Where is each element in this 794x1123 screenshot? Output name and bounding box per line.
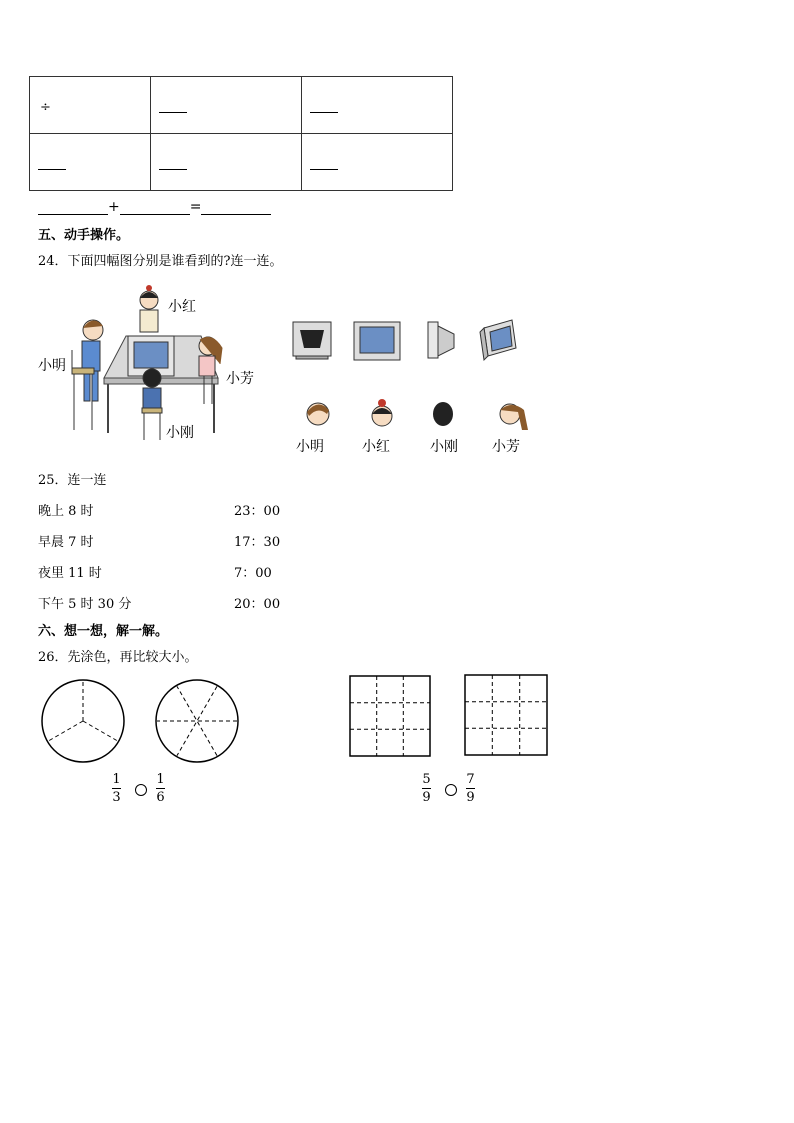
head-xiaoming[interactable] <box>307 403 329 425</box>
fraction-bar <box>466 788 475 789</box>
circle-sixths[interactable] <box>156 680 238 762</box>
clock-time[interactable]: 20：00 <box>234 597 281 612</box>
head-xiaogang[interactable] <box>433 402 453 426</box>
table-cell <box>151 77 302 134</box>
clock-time[interactable]: 23：00 <box>234 504 281 519</box>
denominator: 9 <box>422 790 431 805</box>
fraction <box>422 772 431 805</box>
equation-line <box>38 199 271 215</box>
numerator: 1 <box>112 772 121 787</box>
answer-blank[interactable] <box>310 112 338 113</box>
time-phrase[interactable]: 夜里 11 时 <box>38 566 102 581</box>
answer-blank[interactable] <box>159 112 187 113</box>
square-ninths[interactable] <box>465 675 547 755</box>
fraction-bar <box>156 788 165 789</box>
answer-blank[interactable] <box>38 169 66 170</box>
time-phrase[interactable]: 早晨 7 时 <box>38 535 94 550</box>
equation-blank[interactable] <box>201 200 271 215</box>
clock-time[interactable]: 17：30 <box>234 535 281 550</box>
section-title: 五、动手操作。 <box>38 228 130 243</box>
compare-circle[interactable] <box>135 784 147 796</box>
person-name: 小明 <box>296 439 324 455</box>
scene-label-right: 小芳 <box>226 371 254 387</box>
scene-label-bottom: 小刚 <box>166 425 194 441</box>
monitor-back-view[interactable] <box>293 322 331 359</box>
monitor-side-view[interactable] <box>428 322 454 358</box>
equation-blank[interactable] <box>120 200 190 215</box>
equals-sign: = <box>189 199 202 215</box>
person-name: 小红 <box>362 439 390 455</box>
scene-label-left: 小明 <box>38 358 66 374</box>
time-phrase[interactable]: 晚上 8 时 <box>38 504 94 519</box>
fraction-bar <box>112 788 121 789</box>
head-xiaohong[interactable] <box>372 399 392 426</box>
question-25: 25．连一连 <box>38 473 107 488</box>
division-sign: ÷ <box>40 99 51 115</box>
fraction <box>466 772 475 805</box>
answer-table <box>29 76 453 191</box>
numerator: 7 <box>466 772 475 787</box>
child-heads <box>300 396 540 432</box>
section-title: 六、想一想，解一解。 <box>38 624 169 639</box>
classroom-scene-illustration <box>36 278 266 448</box>
monitor-front-view[interactable] <box>354 322 400 360</box>
question-24: 24．下面四幅图分别是谁看到的?连一连。 <box>38 254 283 269</box>
fraction <box>156 772 165 805</box>
fraction-squares <box>348 673 552 759</box>
square-ninths[interactable] <box>350 676 430 756</box>
table-cell <box>30 134 151 191</box>
fraction-bar <box>422 788 431 789</box>
head-xiaofang[interactable] <box>500 404 528 430</box>
denominator: 9 <box>466 790 475 805</box>
table-cell <box>302 77 453 134</box>
answer-blank[interactable] <box>159 169 187 170</box>
monitor-angled-view[interactable] <box>480 320 516 360</box>
numerator: 1 <box>156 772 165 787</box>
question-26: 26．先涂色，再比较大小。 <box>38 650 198 665</box>
table-cell <box>302 134 453 191</box>
fraction <box>112 772 121 805</box>
numerator: 5 <box>422 772 431 787</box>
table-cell <box>30 77 151 134</box>
denominator: 3 <box>112 790 121 805</box>
scene-label-top: 小红 <box>168 299 196 315</box>
time-phrase[interactable]: 下午 5 时 30 分 <box>38 597 132 612</box>
person-name: 小芳 <box>492 439 520 455</box>
monitor-views <box>292 318 532 364</box>
table-cell <box>151 134 302 191</box>
fraction-circles <box>38 678 248 768</box>
equation-blank[interactable] <box>38 200 108 215</box>
plus-sign: + <box>108 199 120 215</box>
compare-circle[interactable] <box>445 784 457 796</box>
answer-blank[interactable] <box>310 169 338 170</box>
person-name: 小刚 <box>430 439 458 455</box>
clock-time[interactable]: 7：00 <box>234 566 272 581</box>
circle-thirds[interactable] <box>42 680 124 762</box>
denominator: 6 <box>156 790 165 805</box>
